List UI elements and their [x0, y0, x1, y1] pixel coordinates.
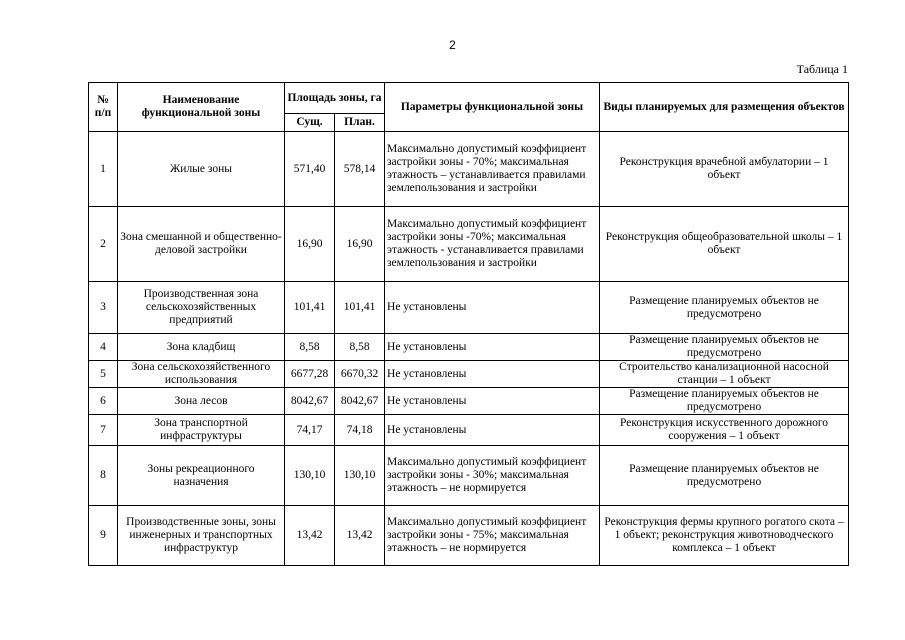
zone-params: Максимально допустимый коэффициент застройки зоны - 75%; максимальная этажность – не нормируется: [385, 506, 600, 566]
area-current: 16,90: [285, 207, 335, 282]
zone-name: Зона кладбищ: [118, 334, 285, 361]
table-row: [89, 361, 849, 388]
area-current: 13,42: [285, 506, 335, 566]
area-plan: 578,14: [335, 132, 385, 207]
header-area: Площадь зоны, га: [285, 83, 385, 114]
table-row: [89, 388, 849, 415]
row-num: 6: [89, 388, 118, 415]
area-current: 571,40: [285, 132, 335, 207]
zone-name: Зона лесов: [118, 388, 285, 415]
row-num: 3: [89, 282, 118, 334]
planned-objects: Размещение планируемых объектов не предусмотрено: [600, 282, 849, 334]
area-plan: 74,18: [335, 415, 385, 446]
zone-name: Производственная зона сельскохозяйственных предприятий: [118, 282, 285, 334]
planned-objects: Размещение планируемых объектов не предусмотрено: [600, 334, 849, 361]
header-num: № п/п: [89, 83, 118, 132]
zone-params: Не установлены: [385, 388, 600, 415]
row-num: 9: [89, 506, 118, 566]
zone-params: Максимально допустимый коэффициент застройки зоны - 30%; максимальная этажность – не нормируется: [385, 446, 600, 506]
header-params: Параметры функциональной зоны: [385, 83, 600, 132]
area-current: 74,17: [285, 415, 335, 446]
area-plan: 13,42: [335, 506, 385, 566]
table-row: [89, 334, 849, 361]
zone-params: Не установлены: [385, 334, 600, 361]
planned-objects: Строительство канализационной насосной станции – 1 объект: [600, 361, 849, 388]
table-caption: Таблица 1: [796, 62, 848, 76]
header-objects: Виды планируемых для размещения объектов: [600, 83, 849, 132]
planned-objects: Реконструкция искусственного дорожного сооружения – 1 объект: [600, 415, 849, 446]
zone-params: Не установлены: [385, 361, 600, 388]
planned-objects: Реконструкция фермы крупного рогатого скота – 1 объект; реконструкция животноводческого комплекса – 1 объект: [600, 506, 849, 566]
row-num: 5: [89, 361, 118, 388]
header-area-plan: План.: [335, 114, 385, 132]
row-num: 4: [89, 334, 118, 361]
zone-name: Зона транспортной инфраструктуры: [118, 415, 285, 446]
area-plan: 8042,67: [335, 388, 385, 415]
zone-name: Производственные зоны, зоны инженерных и транспортных инфраструктур: [118, 506, 285, 566]
area-current: 101,41: [285, 282, 335, 334]
table-row: [89, 415, 849, 446]
area-plan: 101,41: [335, 282, 385, 334]
table-row: [89, 446, 849, 506]
planned-objects: Размещение планируемых объектов не предусмотрено: [600, 446, 849, 506]
planned-objects: Реконструкция общеобразовательной школы – 1 объект: [600, 207, 849, 282]
area-plan: 6670,32: [335, 361, 385, 388]
area-current: 6677,28: [285, 361, 335, 388]
zone-params: Не установлены: [385, 415, 600, 446]
row-num: 2: [89, 207, 118, 282]
table-row: [89, 207, 849, 282]
zone-name: Зоны рекреационного назначения: [118, 446, 285, 506]
page-number: 2: [449, 38, 456, 52]
functional-zones-table: [88, 82, 849, 566]
area-plan: 8,58: [335, 334, 385, 361]
planned-objects: Реконструкция врачебной амбулатории – 1 объект: [600, 132, 849, 207]
header-area-current: Сущ.: [285, 114, 335, 132]
row-num: 8: [89, 446, 118, 506]
area-current: 8,58: [285, 334, 335, 361]
table-row: [89, 506, 849, 566]
area-current: 8042,67: [285, 388, 335, 415]
zone-name: Жилые зоны: [118, 132, 285, 207]
zone-name: Зона сельскохозяйственного использования: [118, 361, 285, 388]
table-row: [89, 282, 849, 334]
zone-params: Не установлены: [385, 282, 600, 334]
row-num: 1: [89, 132, 118, 207]
area-plan: 130,10: [335, 446, 385, 506]
header-zone-name: Наименование функциональной зоны: [118, 83, 285, 132]
table-row: [89, 132, 849, 207]
zone-params: Максимально допустимый коэффициент застройки зоны -70%; максимальная этажность - устанавливается правилами землепользования и застройки: [385, 207, 600, 282]
zone-params: Максимально допустимый коэффициент застройки зоны - 70%; максимальная этажность – устанавливается правилами землепользования и застройки: [385, 132, 600, 207]
area-plan: 16,90: [335, 207, 385, 282]
area-current: 130,10: [285, 446, 335, 506]
zone-name: Зона смешанной и общественно-деловой застройки: [118, 207, 285, 282]
row-num: 7: [89, 415, 118, 446]
planned-objects: Размещение планируемых объектов не предусмотрено: [600, 388, 849, 415]
